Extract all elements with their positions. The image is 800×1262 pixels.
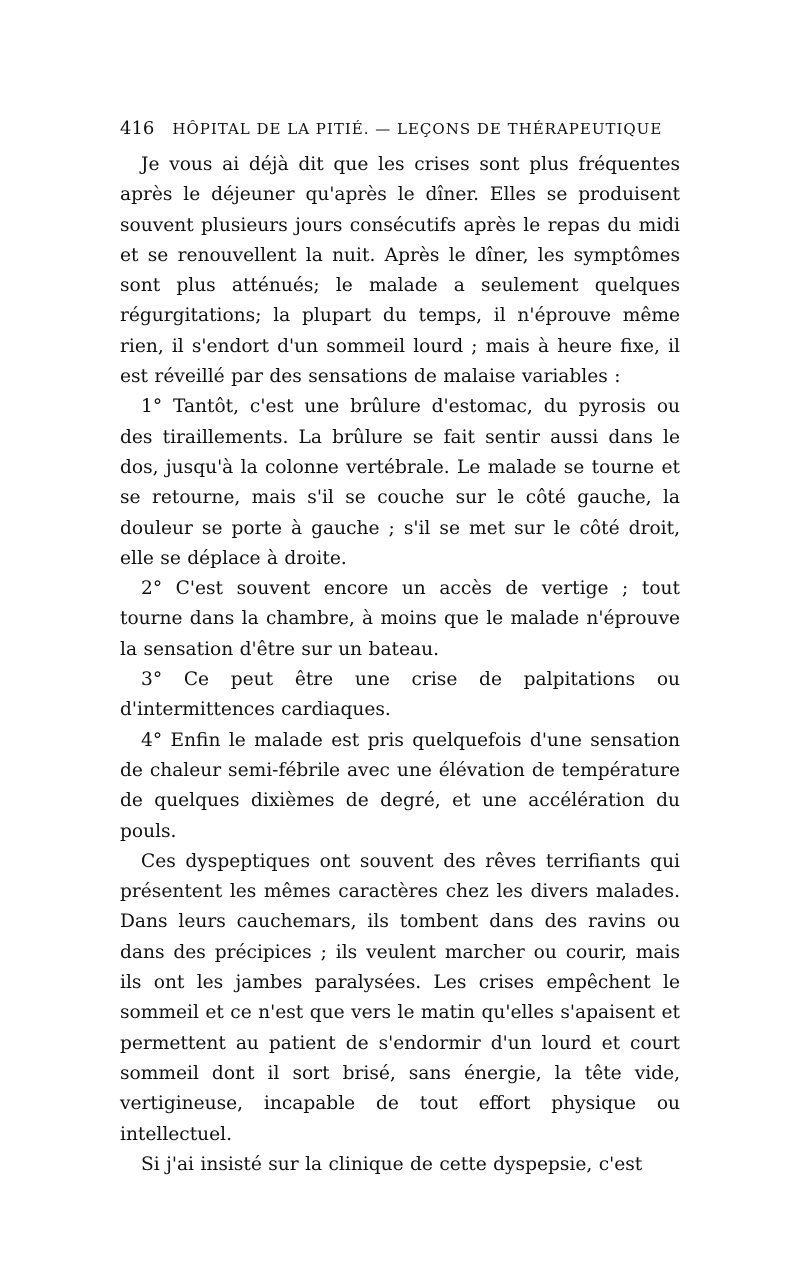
paragraph-intro: Je vous ai déjà dit que les crises sont plus fréquentes après le déjeuner qu'après le dîner. Elles se produisent souvent plusieurs jours consécutifs après le repas du midi et se renouvellent la nuit. Après le dîner, les symptômes sont plus atténués; le malade a seulement quelques régurgitations; la plupart du temps, il n'éprouve même rien, il s'endort d'un sommeil lourd ; mais à heure fixe, il est réveillé par des sensations de malaise variables : (120, 154, 680, 388)
running-title: HÔPITAL DE LA PITIÉ. — LEÇONS DE THÉRAPEUTIQUE (172, 120, 663, 138)
page-number: 416 (120, 118, 155, 139)
paragraph-dreams: Ces dyspeptiques ont souvent des rêves terrifiants qui présentent les mêmes caractères chez les divers malades. Dans leurs cauchemars, ils tombent dans des ravins ou dans des précipices ; ils veulent marcher ou courir, mais ils ont les jambes paralysées. Les crises empêchent le sommeil et ce n'est que vers le matin qu'elles s'apaisent et permettent au patient de s'endormir d'un lourd et court sommeil dont il sort brisé, sans énergie, la tête vide, vertigineuse, incapable de tout effort physique ou intellectuel. (120, 850, 680, 1145)
body-text (120, 150, 680, 1180)
paragraph-item-2: 2° C'est souvent encore un accès de vertige ; tout tourne dans la chambre, à moins que le malade n'éprouve la sensation d'être sur un bateau. (120, 578, 680, 660)
paragraph-item-3: 3° Ce peut être une crise de palpitations ou d'intermittences cardiaques. (120, 669, 680, 721)
paragraph-item-4: 4° Enfin le malade est pris quelquefois d'une sensation de chaleur semi-fébrile avec une élévation de température de quelques dixièmes de degré, et une accélération du pouls. (120, 729, 680, 842)
paragraph-final: Si j'ai insisté sur la clinique de cette dyspepsie, c'est (141, 1153, 643, 1175)
paragraph-item-1: 1° Tantôt, c'est une brûlure d'estomac, du pyrosis ou des tiraillements. La brûlure se fait sentir aussi dans le dos, jusqu'à la colonne vertébrale. Le malade se tourne et se retourne, mais s'il se couche sur le côté gauche, la douleur se porte à gauche ; s'il se met sur le côté droit, elle se déplace à droite. (120, 396, 680, 569)
running-header (120, 118, 680, 139)
